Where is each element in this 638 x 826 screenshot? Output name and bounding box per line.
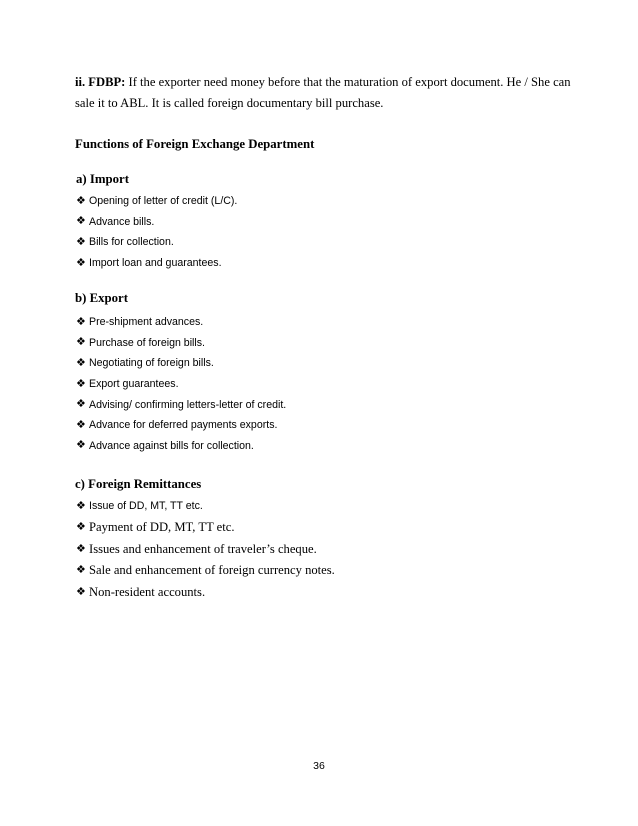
remittances-list: [76, 517, 335, 603]
page-number: 36: [313, 760, 325, 772]
bullet-icon: ❖: [76, 564, 86, 577]
bullet-icon: ❖: [76, 542, 86, 555]
list-item: ❖ Export guarantees.: [76, 377, 179, 391]
section-heading: Functions of Foreign Exchange Department: [75, 137, 315, 151]
bullet-icon: ❖: [76, 585, 86, 598]
import-title: a) Import: [76, 172, 129, 186]
list-item: ❖ Advance for deferred payments exports.: [76, 418, 278, 432]
list-item: ❖ Negotiating of foreign bills.: [76, 356, 214, 370]
export-title: b) Export: [75, 291, 128, 305]
remittances-list-small: [76, 496, 203, 517]
bullet-icon: ❖: [76, 356, 86, 369]
fdbp-label: ii. FDBP:: [75, 75, 126, 89]
export-list: [76, 312, 286, 456]
list-item: ❖ Import loan and guarantees.: [76, 256, 222, 270]
fdbp-paragraph: [75, 72, 575, 114]
bullet-icon: ❖: [76, 256, 86, 269]
list-item: ❖ Advising/ confirming letters-letter of credit.: [76, 398, 287, 411]
list-item: ❖ Advance bills.: [76, 215, 155, 228]
bullet-icon: ❖: [76, 439, 86, 452]
bullet-icon: ❖: [76, 215, 86, 228]
fdbp-text: If the exporter need money before that the maturation of export document. He / She can sale it to ABL. It is called foreign documentary bill purchase.: [75, 75, 571, 110]
list-item: ❖ Purchase of foreign bills.: [76, 336, 206, 349]
list-item: ❖ Advance against bills for collection.: [76, 439, 254, 452]
bullet-icon: ❖: [76, 398, 86, 411]
list-item: ❖ Sale and enhancement of foreign currency notes.: [76, 563, 335, 578]
bullet-icon: ❖: [76, 235, 86, 248]
list-item: ❖ Payment of DD, MT, TT etc.: [76, 520, 235, 535]
bullet-icon: ❖: [76, 521, 86, 534]
list-item: ❖ Bills for collection.: [76, 235, 174, 249]
import-list: [76, 191, 237, 273]
list-item: ❖ Non-resident accounts.: [76, 584, 206, 599]
list-item: ❖ Opening of letter of credit (L/C).: [76, 194, 238, 208]
bullet-icon: ❖: [76, 499, 86, 512]
list-item: ❖ Issue of DD, MT, TT etc.: [76, 499, 203, 513]
list-item: ❖ Issues and enhancement of traveler’s cheque.: [76, 541, 317, 556]
bullet-icon: ❖: [76, 418, 86, 431]
bullet-icon: ❖: [76, 194, 86, 207]
list-item: ❖ Pre-shipment advances.: [76, 315, 204, 329]
bullet-icon: ❖: [76, 336, 86, 349]
bullet-icon: ❖: [76, 315, 86, 328]
bullet-icon: ❖: [76, 377, 86, 390]
remittances-title: c) Foreign Remittances: [75, 477, 202, 491]
